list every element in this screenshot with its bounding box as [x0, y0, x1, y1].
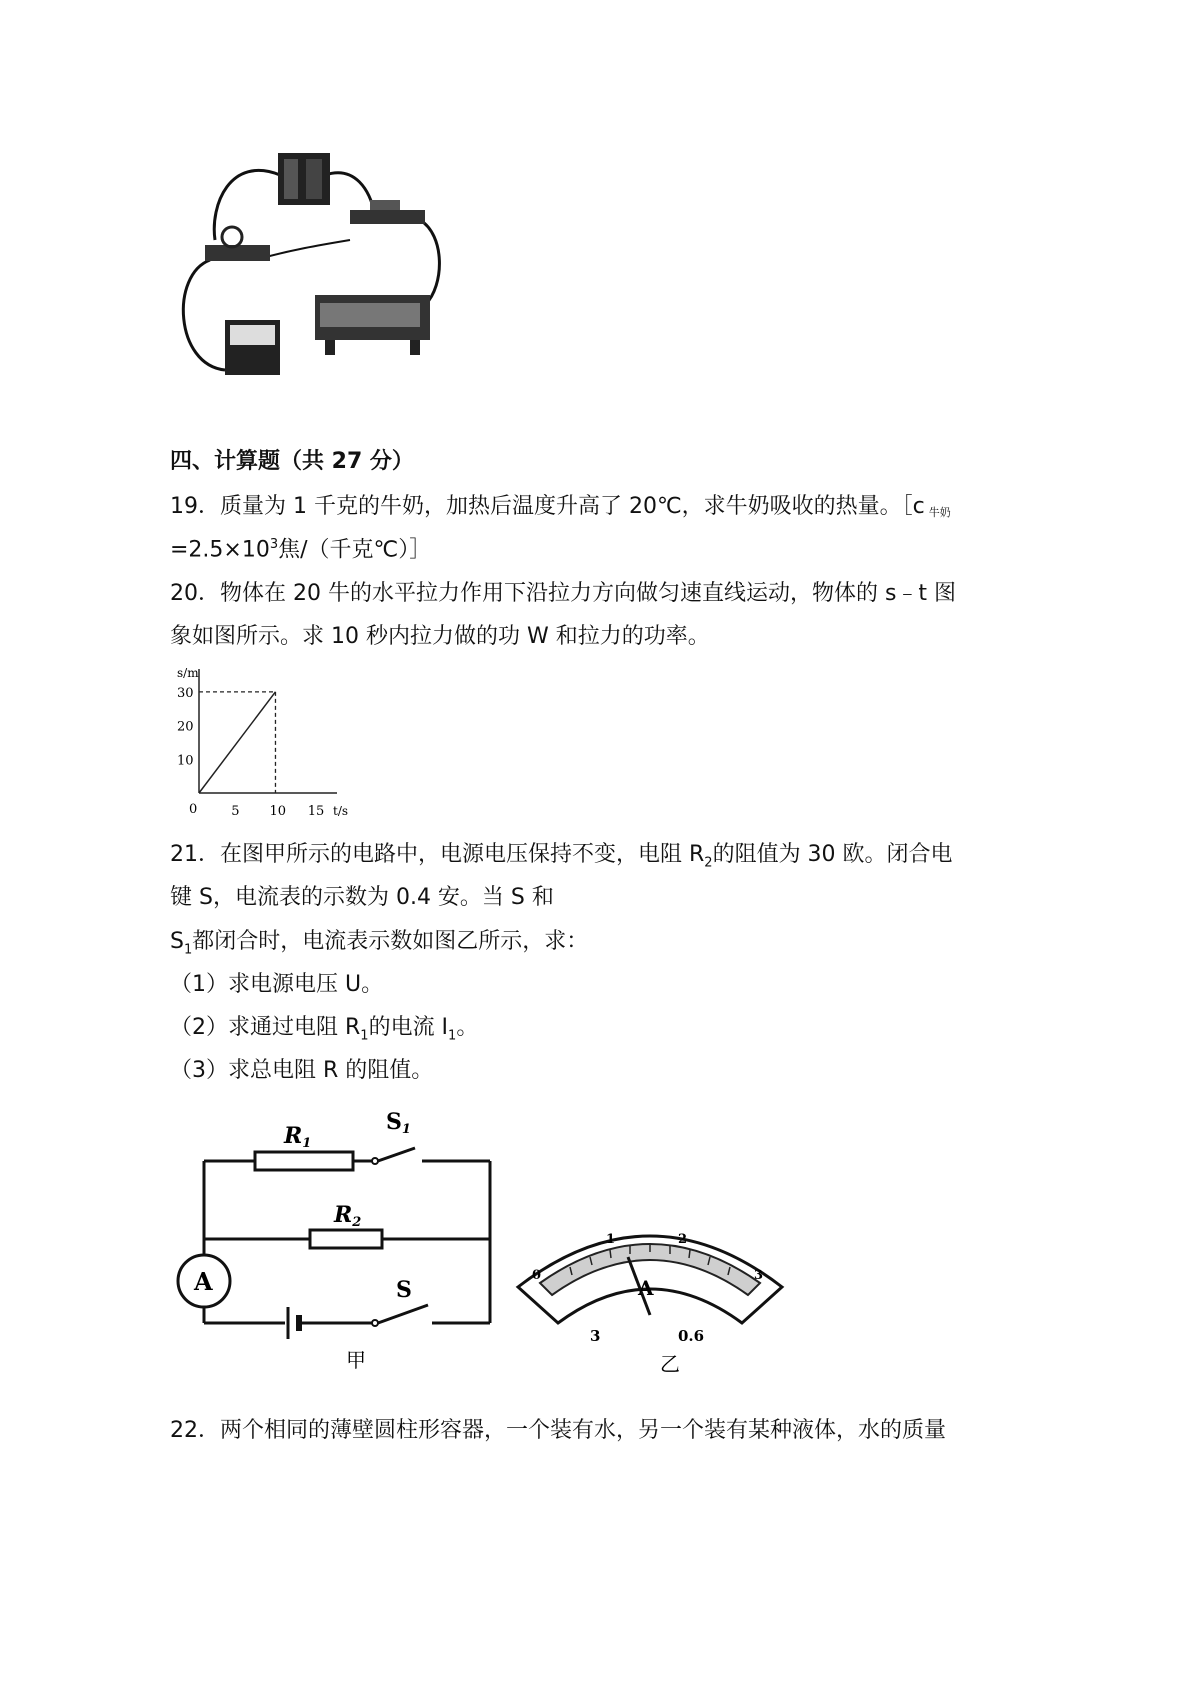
q20-line2: 象如图所示。求 10 秒内拉力做的功 W 和拉力的功率。 [170, 624, 710, 649]
q21-line1 [170, 842, 953, 871]
scale-1: 1 [606, 1232, 616, 1247]
s1-contact [372, 1158, 378, 1164]
scale-2: 2 [678, 1232, 688, 1247]
meter-caption: 乙 [660, 1352, 680, 1376]
s-contact [372, 1320, 378, 1326]
circuit-caption: 甲 [346, 1348, 366, 1372]
q19-line2-prefix: =2.5×10 [170, 537, 270, 563]
q19-line1-text: 19．质量为 1 千克的牛奶，加热后温度升高了 20℃，求牛奶吸收的热量。［c [170, 494, 925, 519]
q21-line3-a: S [170, 929, 184, 954]
r1-label: R1 [284, 1123, 312, 1151]
q21-line1-sub: 2 [704, 855, 713, 871]
q20-line1: 20．物体在 20 牛的水平拉力作用下沿拉力方向做匀速直线运动，物体的 s﹣t 图 [170, 581, 957, 606]
s1-label: S1 [386, 1109, 411, 1137]
st-chart [165, 665, 349, 825]
q21-item2-b: 的电流 I [368, 1015, 449, 1040]
x-tick-label: 5 [231, 804, 240, 819]
q21-line3-sub: 1 [183, 942, 193, 958]
q22-line1: 22．两个相同的薄壁圆柱形容器，一个装有水，另一个装有某种液体，水的质量 [170, 1418, 946, 1443]
dial-unit: A [638, 1276, 654, 1300]
ammeter-label: A [194, 1267, 213, 1296]
q19-sub-label: 牛奶 [928, 506, 951, 519]
y-tick-label: 20 [177, 719, 194, 735]
q21-line2: 键 S，电流表的示数为 0.4 安。当 S 和 [170, 885, 554, 910]
q21-item2-sub: 1 [360, 1028, 369, 1044]
q19-exp: 3 [269, 537, 279, 552]
q21-line1-b: 的阻值为 30 欧。闭合电 [712, 842, 953, 867]
q21-line3-b: 都闭合时，电流表示数如图乙所示，求： [192, 929, 589, 954]
q19-line2 [170, 537, 431, 564]
s-label: S [396, 1277, 412, 1303]
q21-item1: （1）求电源电压 U。 [170, 972, 384, 997]
ammeter-dial [510, 1195, 790, 1375]
q21-item2-c: 。 [456, 1015, 479, 1040]
circuit-diagram [160, 1105, 505, 1370]
y-tick-label: 10 [177, 753, 194, 769]
q21-item2 [170, 1015, 478, 1044]
q21-item2-a: （2）求通过电阻 R [170, 1015, 361, 1040]
q21-item3: （3）求总电阻 R 的阻值。 [170, 1058, 434, 1083]
section-title: 四、计算题（共 27 分） [170, 449, 414, 474]
q21-item2-sub2: 1 [448, 1028, 457, 1044]
x-tick-label: 15 [307, 804, 325, 819]
y-axis-label: s/m [177, 666, 199, 680]
terminal-label-3: 3 [590, 1327, 601, 1345]
x-axis-label: t/s [333, 804, 349, 818]
x-tick-label: 10 [269, 804, 287, 819]
q19-line2-suffix: 焦/（千克℃）］ [278, 537, 432, 563]
q21-line3 [170, 929, 588, 958]
terminal-label-06: 0.6 [678, 1327, 705, 1345]
origin-label: 0 [189, 802, 198, 817]
scale-3: 3 [754, 1268, 764, 1283]
r2-label: R2 [334, 1202, 362, 1230]
apparatus-figure [170, 145, 470, 385]
q19-line1 [170, 494, 951, 520]
q21-line1-a: 21．在图甲所示的电路中，电源电压保持不变，电阻 R [170, 842, 705, 867]
series-line [199, 692, 275, 793]
scale-0: 0 [532, 1268, 542, 1283]
y-tick-label: 30 [177, 685, 194, 701]
